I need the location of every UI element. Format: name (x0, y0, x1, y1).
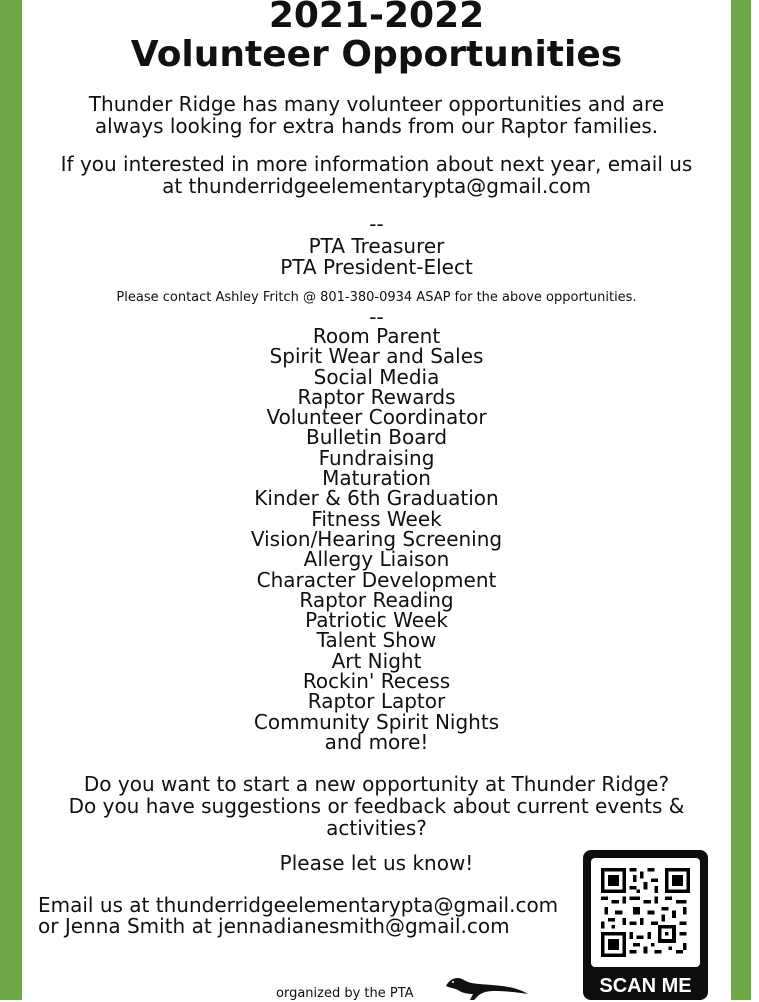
opportunity-item: Bulletin Board (305, 425, 448, 450)
qr-code-area (591, 858, 700, 967)
opportunity-item: Character Development (256, 567, 497, 592)
opportunity-item: Raptor Reading (299, 587, 454, 612)
question-line-2: Do you have suggestions or feedback about current events & (68, 794, 685, 818)
question-line-1: Do you want to start a new opportunity at Thunder Ridge? (83, 772, 670, 796)
position-item: PTA Treasurer (308, 234, 445, 258)
right-green-border (731, 0, 751, 1000)
opportunity-item: Spirit Wear and Sales (269, 344, 484, 369)
opportunity-item: Art Night (331, 648, 422, 673)
opportunity-item: Allergy Liaison (303, 547, 450, 572)
qr-code-card[interactable] (583, 850, 708, 1000)
separator-bottom: -- (369, 305, 384, 329)
opportunity-item: Talent Show (316, 628, 437, 653)
opportunity-item: Vision/Hearing Screening (250, 526, 503, 551)
opportunity-item: Kinder & 6th Graduation (254, 486, 499, 511)
interest-line-2[interactable]: at thunderridgeelementarypta@gmail.com (162, 174, 591, 198)
scan-me-label: SCAN ME (599, 975, 692, 997)
opportunity-item: Patriotic Week (305, 608, 448, 633)
opportunity-item: Raptor Laptor (307, 689, 446, 714)
opportunity-item: Social Media (313, 364, 440, 389)
opportunity-item: Fitness Week (311, 506, 442, 531)
let-us-know: Please let us know! (279, 851, 474, 875)
opportunity-item: Community Spirit Nights (253, 709, 500, 734)
intro-line-2: always looking for extra hands from our Raptor families. (94, 114, 659, 138)
opportunity-item: and more! (324, 729, 429, 754)
intro-line-1: Thunder Ridge has many volunteer opportunities and are (88, 92, 665, 116)
title-year: 2021-2022 (268, 0, 485, 36)
contact-note: Please contact Ashley Fritch @ 801-380-0934 ASAP for the above opportunities. (116, 290, 637, 305)
interest-line-1: If you interested in more information about next year, email us (60, 152, 693, 176)
qr-code-icon (601, 868, 690, 957)
email-line-2[interactable]: or Jenna Smith at jennadianesmith@gmail.com (38, 914, 510, 938)
positions-list (22, 236, 731, 277)
raptor-logo-icon (440, 972, 530, 1000)
interest-paragraph (22, 153, 731, 197)
opportunity-item: Rockin' Recess (302, 669, 451, 694)
opportunities-list (22, 326, 731, 752)
separator-top: -- (369, 212, 384, 236)
opportunity-item: Room Parent (312, 324, 441, 348)
opportunity-item: Raptor Rewards (297, 384, 456, 409)
position-item: PTA President-Elect (280, 254, 473, 279)
opportunity-item: Maturation (322, 466, 431, 491)
email-line-1[interactable]: Email us at thunderridgeelementarypta@gmail.com (38, 893, 559, 917)
title-heading: Volunteer Opportunities (130, 34, 623, 75)
opportunity-item: Fundraising (318, 445, 435, 470)
opportunity-item: Volunteer Coordinator (266, 405, 487, 430)
question-line-3: activities? (326, 816, 427, 840)
email-contact (38, 895, 558, 937)
intro-paragraph (22, 93, 731, 137)
questions-paragraph (22, 773, 731, 839)
organized-by-text: organized by the PTA (276, 986, 414, 1001)
left-green-border (0, 0, 22, 1000)
